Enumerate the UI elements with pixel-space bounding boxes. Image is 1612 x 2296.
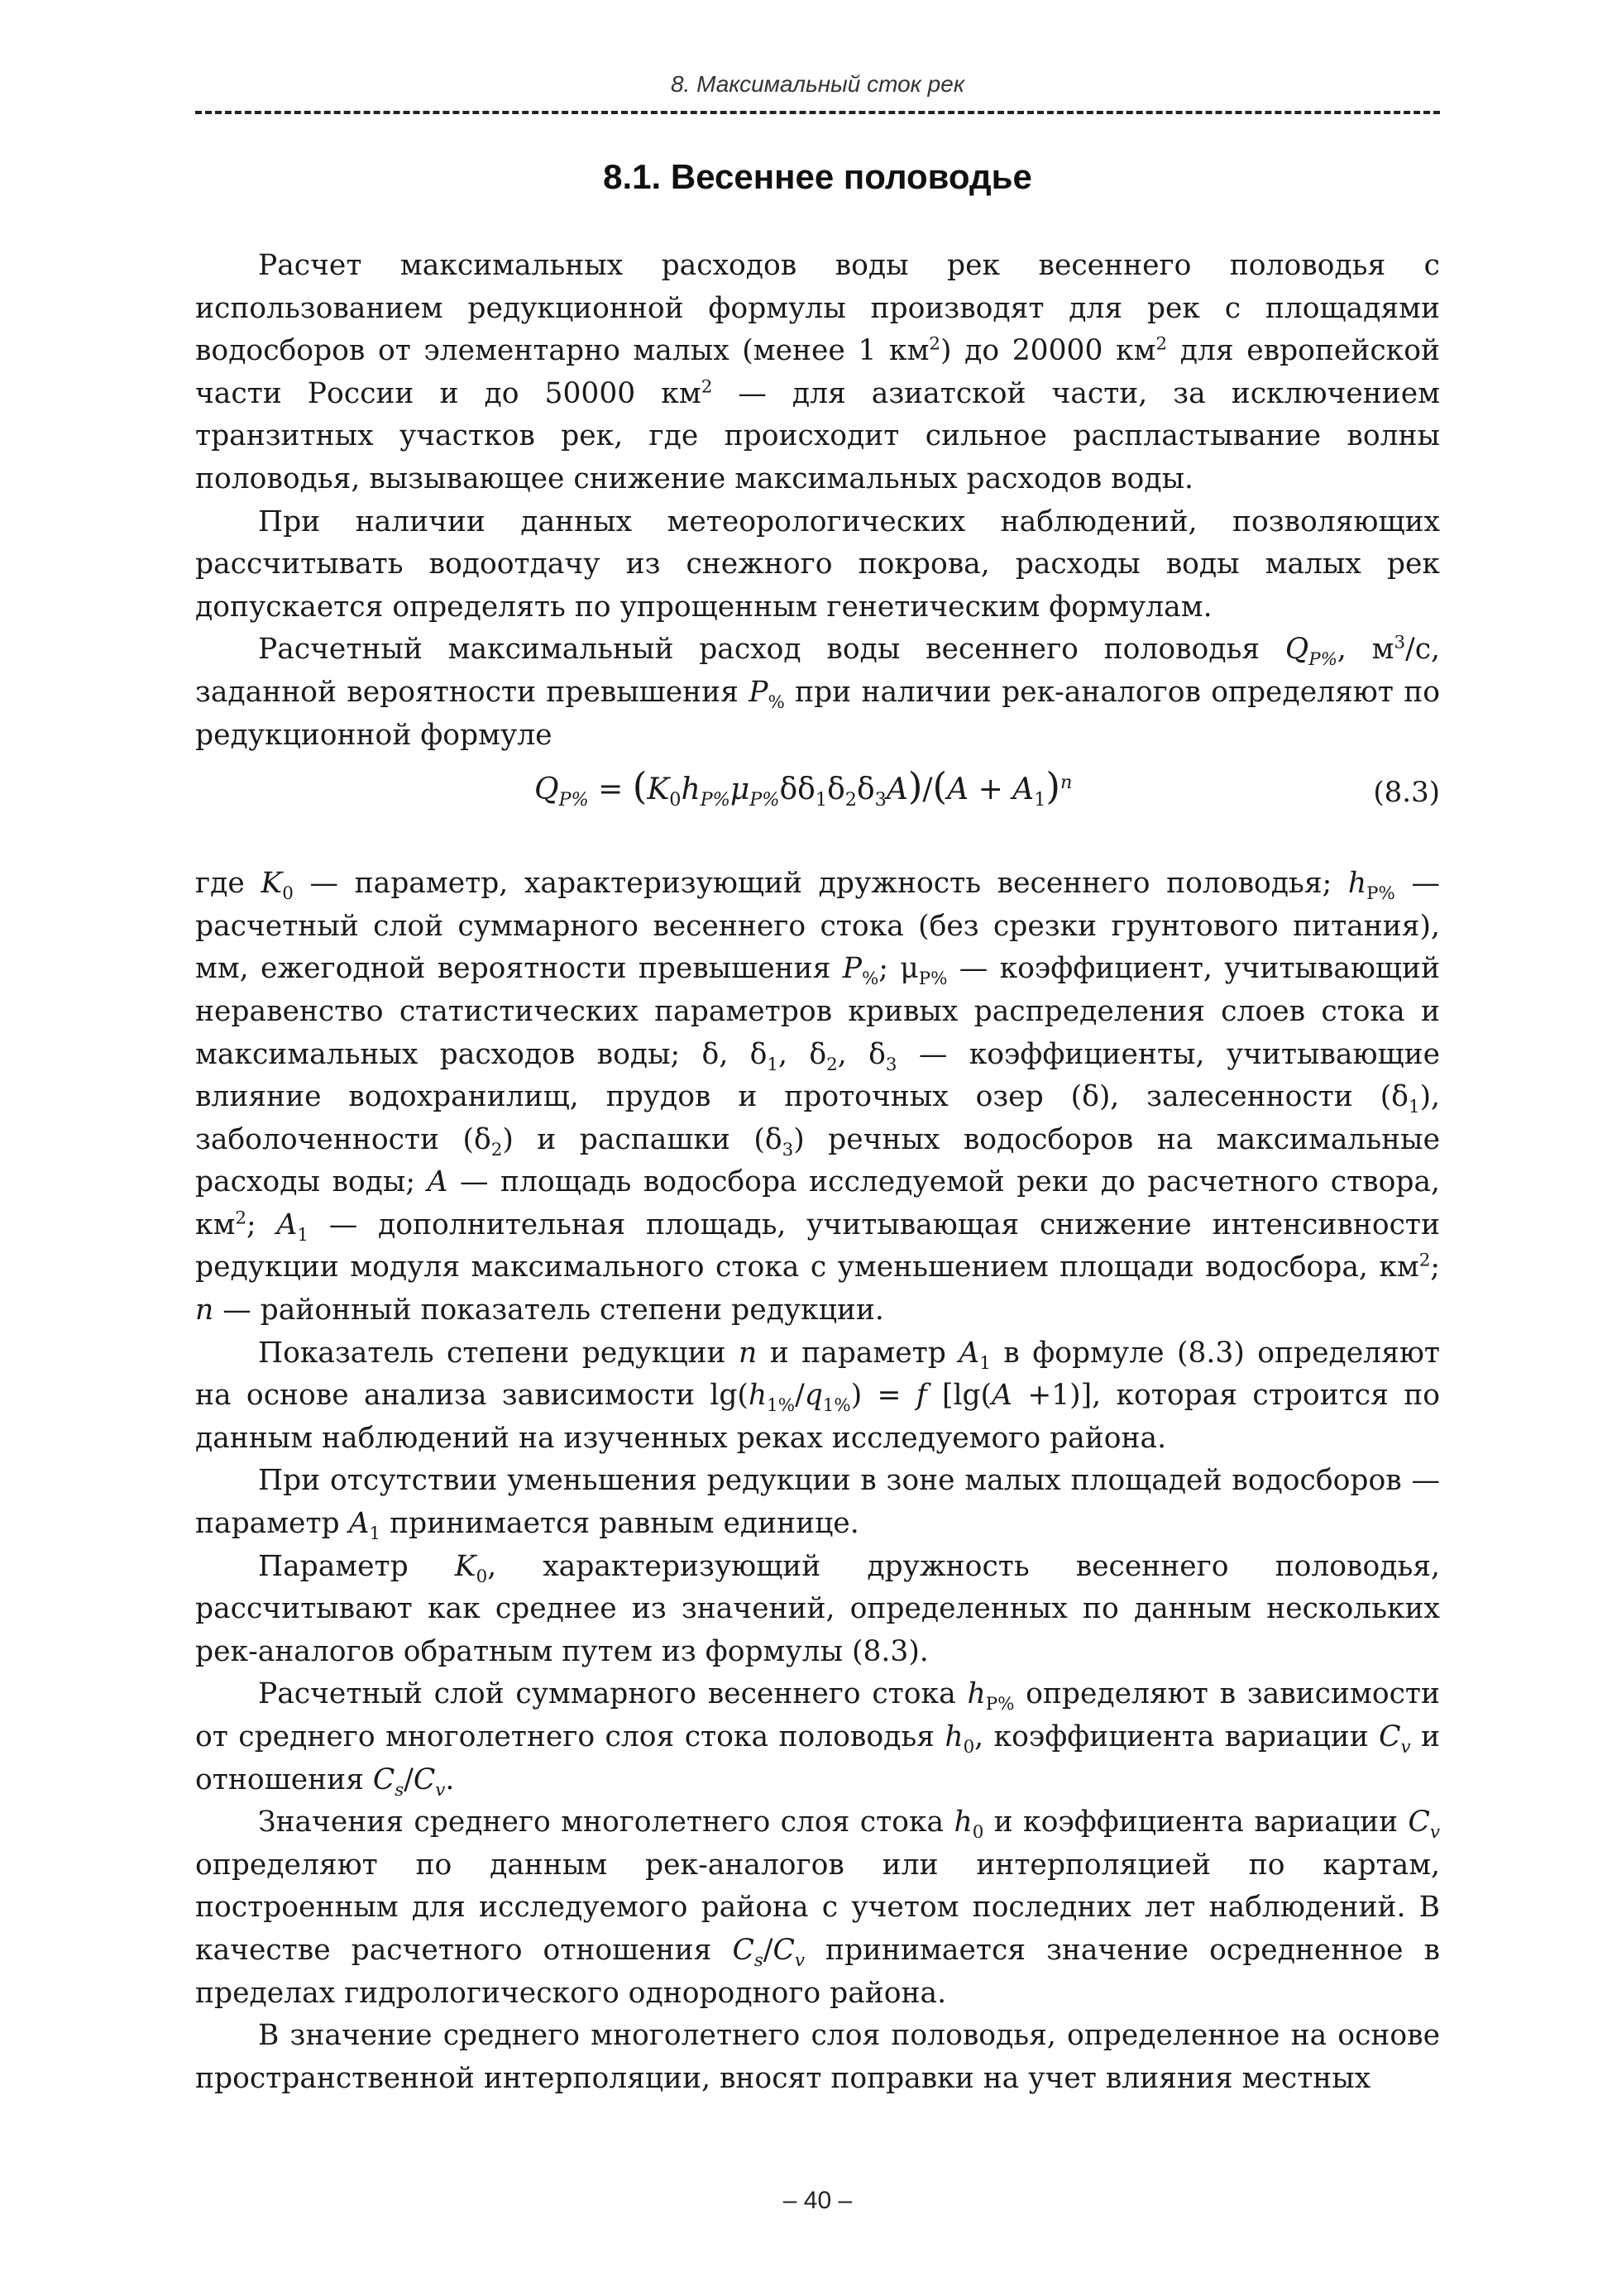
body-text [195, 245, 1440, 2100]
formula-number: (8.3) [1373, 776, 1440, 810]
paragraph-1: Расчет максимальных расходов воды рек весеннего половодья с использованием редукционной формулы производят для рек с площадями водосборов от элементарно малых (менее 1 $км^2$) до 20000 $км^2$ для европейской части России и до 50000 $км^2$ — для азиатской части, за исключением транзитных участков рек, где происходит сильное распластывание волны половодья, вызывающее снижение максимальных расходов воды. [195, 249, 1440, 495]
paragraph-2: При наличии данных метеорологических наблюдений, позволяющих рассчитывать водоотдачу из снежного покрова, расходы воды малых рек допускается определять по упрощенным генетическим формулам. [195, 505, 1440, 624]
paragraph-5: Показатель степени редукции n и параметр $A_1$ в формуле (8.3) определяют на основе анализа зависимости $\lg(h_{1\%}/q_{1\%}) = f$ [lg(A +1)], которая строится по данным наблюдений на изученных реках исследуемого района. [195, 1336, 1440, 1455]
header-divider [195, 111, 1440, 114]
paragraph-7: Параметр $K_0$, характеризующий дружность весеннего половодья, рассчитывают как среднее из значений, определенных по данным нескольких рек-аналогов обратным путем из формулы (8.3). [195, 1549, 1440, 1668]
paragraph-10: В значение среднего многолетнего слоя половодья, определенное на основе пространственной интерполяции, вносят поправки на учет влияния местных [195, 2019, 1440, 2095]
section-title: 8.1. Весеннее половодье [603, 157, 1032, 196]
paragraph-6: При отсутствии уменьшения редукции в зоне малых площадей водосборов — параметр $A_1$ принимается равным единице. [195, 1464, 1440, 1544]
running-head: 8. Максимальный сток рек [670, 71, 965, 97]
page-number: – 40 – [782, 2187, 853, 2214]
paragraph-4: где $K_0$ — параметр, характеризующий дружность весеннего половодья; $h_{P\%}$ — расчетный слой суммарного весеннего стока (без срезки грунтового питания), мм, ежегодной вероятности превышения $P_{\%}$; $\mu_{P\%}$ — коэффициент, учитывающий неравенство статистических параметров кривых распределения слоев стока и максимальных расходов воды; δ, $\delta_1$, $\delta_2$, $\delta_3$ — коэффициенты, учитывающие влияние водохранилищ, прудов и проточных озер (δ), залесенности $(\delta_1)$, заболоченности $(\delta_2)$ и распашки $(\delta_3)$ речных водосборов на максимальные расходы воды; A — площадь водосбора исследуемой реки до расчетного створа, $км^2$; $A_1$ — дополнительная площадь, учитывающая снижение интенсивности редукции модуля максимального стока с уменьшением площади водосбора, $км^2$; n — районный показатель степени редукции. [195, 867, 1441, 1327]
formula-row [195, 757, 1440, 863]
paragraph-8: Расчетный слой суммарного весеннего стока $h_{P\%}$ определяют в зависимости от среднего многолетнего слоя стока половодья $h_0$, коэффициента вариации $C_v$ и отношения $C_s/C_v$. [195, 1677, 1441, 1801]
paragraph-9: Значения среднего многолетнего слоя стока $h_0$ и коэффициента вариации $C_v$ определяют по данным рек-аналогов или интерполяцией по картам, построенным для исследуемого района с учетом последних лет наблюдений. В качестве расчетного отношения $C_s/C_v$ принимается значение осредненное в пределах гидрологического однородного района. [195, 1806, 1440, 2010]
paragraph-3: Расчетный максимальный расход воды весеннего половодья $Q_{P\%}$, $м^3/с$, заданной вероятности превышения $P_{\%}$ при наличии рек-аналогов определяют по редукционной формуле [195, 632, 1441, 752]
reduction-formula: $Q_{P\%} = (K_0h_{P\%}\mu_{P\%}\delta\delta_1\delta_2\delta_3A)/(A + A_1)^n$ [534, 764, 1073, 811]
